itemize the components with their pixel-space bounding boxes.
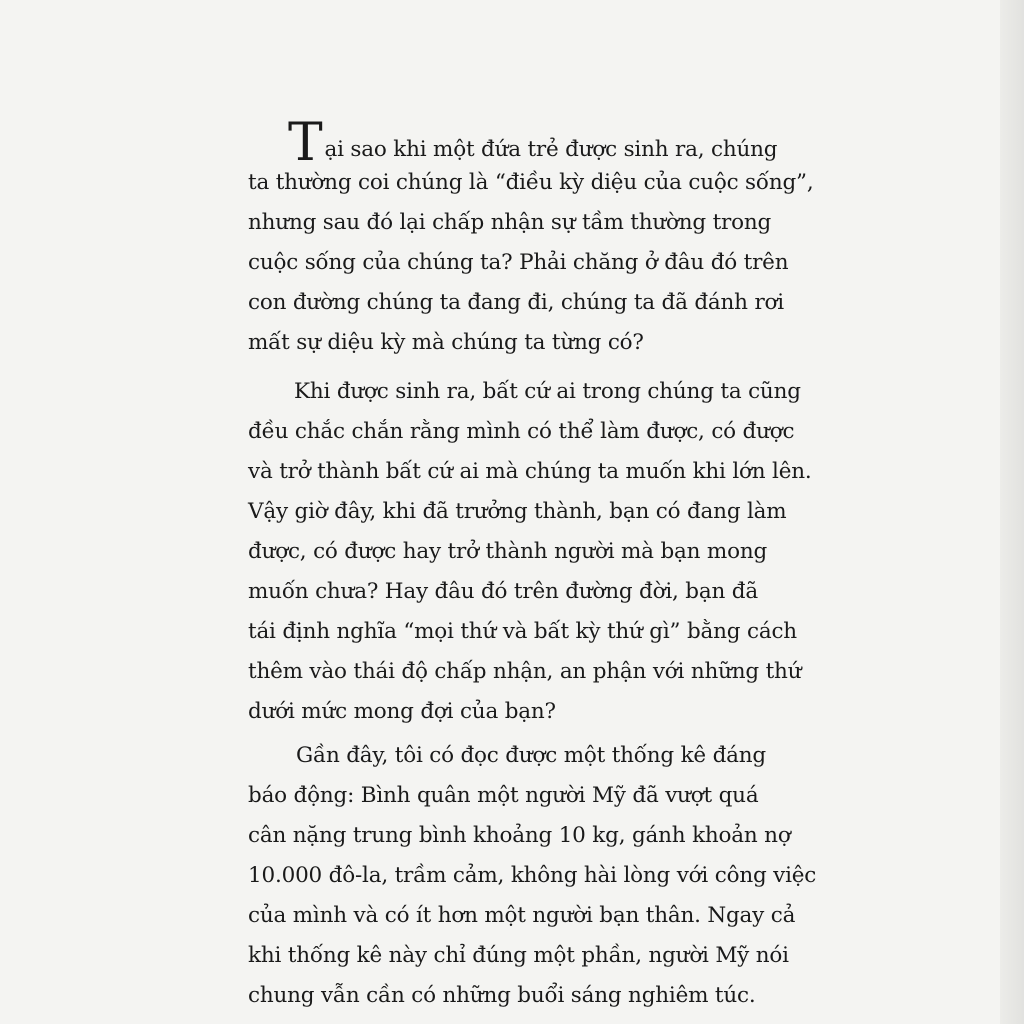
paragraph-line: cân nặng trung bình khoảng 10 kg, gánh khoản nợ [248,823,791,848]
paragraph-line: Khi được sinh ra, bất cứ ai trong chúng ta cũng [294,379,801,404]
paragraph-line: Vậy giờ đây, khi đã trưởng thành, bạn có đang làm [248,499,787,524]
paragraph-3 [248,736,817,1016]
paragraph-1 [248,113,814,363]
paragraph-line: nhưng sau đó lại chấp nhận sự tầm thường trong [248,210,772,235]
paragraph-line: tái định nghĩa “mọi thứ và bất kỳ thứ gì” bằng cách [248,619,797,644]
page-edge-shadow [1000,0,1024,1024]
paragraph-line: Gần đây, tôi có đọc được một thống kê đáng [296,743,766,768]
paragraph-line: muốn chưa? Hay đâu đó trên đường đời, bạn đã [248,579,758,604]
paragraph-line: dưới mức mong đợi của bạn? [248,699,556,724]
paragraph-line: thêm vào thái độ chấp nhận, an phận với những thứ [248,659,802,684]
paragraph-line: được, có được hay trở thành người mà bạn mong [248,539,768,564]
paragraph-line: khi thống kê này chỉ đúng một phần, người Mỹ nói [248,943,789,968]
paragraph-line: của mình và có ít hơn một người bạn thân. Ngay cả [248,903,796,928]
paragraph-2 [248,372,812,732]
paragraph-line: con đường chúng ta đang đi, chúng ta đã đánh rơi [248,290,784,315]
paragraph-line: Tại sao khi một đứa trẻ được sinh ra, chúng [288,113,778,173]
paragraph-line: 10.000 đô-la, trầm cảm, không hài lòng với công việc [248,863,817,888]
paragraph-line: cuộc sống của chúng ta? Phải chăng ở đâu đó trên [248,250,789,275]
drop-cap: T [288,113,323,173]
paragraph-line: ta thường coi chúng là “điều kỳ diệu của cuộc sống”, [248,170,814,195]
paragraph-line: mất sự diệu kỳ mà chúng ta từng có? [248,330,644,355]
body-text [248,113,817,1016]
paragraph-line: chung vẫn cần có những buổi sáng nghiêm túc. [248,983,756,1008]
paragraph-line: báo động: Bình quân một người Mỹ đã vượt quá [248,783,759,808]
paragraph-line: và trở thành bất cứ ai mà chúng ta muốn khi lớn lên. [248,459,812,484]
paragraph-line: đều chắc chắn rằng mình có thể làm được, có được [248,419,795,444]
